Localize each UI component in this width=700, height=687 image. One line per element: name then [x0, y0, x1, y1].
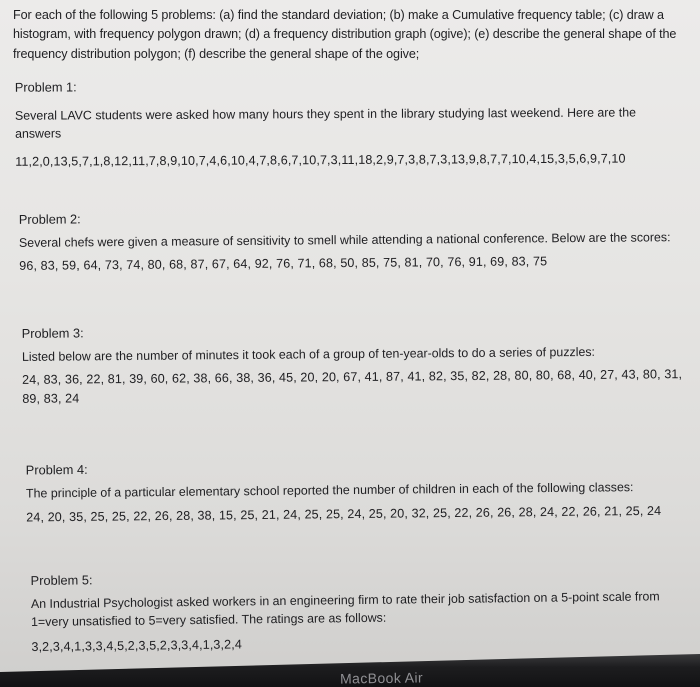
- problem-5: [31, 564, 692, 656]
- problem-1-description: Several LAVC students were asked how many hours they spent in the library studying last weekend. Here are the answers: [14, 105, 636, 141]
- problem-2-title: Problem 2:: [18, 211, 81, 227]
- problem-3: [22, 319, 689, 408]
- problem-4-data: 24, 20, 35, 25, 25, 22, 26, 28, 38, 15, 25, 21, 24, 25, 25, 24, 25, 20, 32, 25, 22, 26, 26, 28, 24, 22, 26, 21, 25, 24: [26, 504, 662, 525]
- problem-2: [19, 205, 686, 276]
- problem-4: [26, 455, 691, 528]
- problem-3-data: 24, 83, 36, 22, 81, 39, 60, 62, 38, 66, 38, 36, 45, 20, 20, 67, 41, 87, 41, 82, 35, 82, 28, 80, 80, 68, 40, 27, 43, 80, 31, 89, 83, 24: [22, 367, 683, 406]
- problem-4-title: Problem 4:: [25, 461, 88, 478]
- problem-2-description: Several chefs were given a measure of sensitivity to smell while attending a national conference. Below are the scores:: [18, 229, 671, 250]
- problem-1-data: 11,2,0,13,5,7,1,8,12,11,7,8,9,10,7,4,6,10,4,7,8,6,7,10,7,3,11,18,2,9,7,3,8,7,3,13,9,8,7,7,10,4,15,3,5,6,9,7,10: [15, 151, 626, 169]
- problem-3-description: Listed below are the number of minutes it took each of a group of ten-year-olds to do a series of puzzles:: [21, 344, 596, 364]
- problem-5-data: 3,2,3,4,1,3,3,4,5,2,3,5,2,3,3,4,1,3,2,4: [31, 637, 242, 654]
- problem-3-title: Problem 3:: [21, 325, 84, 341]
- problem-1-title: Problem 1:: [14, 79, 77, 95]
- problem-2-data: 96, 83, 59, 64, 73, 74, 80, 68, 87, 67, 64, 92, 76, 71, 68, 50, 85, 75, 81, 70, 76, 91, 69, 83, 75: [19, 254, 548, 274]
- problem-1: [15, 75, 675, 171]
- problem-4-description: The principle of a particular elementary school reported the number of children in each of the following classes:: [25, 479, 634, 501]
- instructions-text: For each of the following 5 problems: (a) find the standard deviation; (b) make a Cumulative frequency table; (c) draw a histogram, with frequency polygon drawn; (d) a frequency distribution graph (ogive); (e) describe the general shape of the frequency distribution polygon; (f) describe the general shape of the ogive;: [13, 8, 677, 61]
- laptop-brand-label: MacBook Air: [339, 669, 424, 687]
- problem-5-description: An Industrial Psychologist asked workers in an engineering firm to rate their job satisfaction on a 5-point scale from 1=very unsatisfied to 5=very satisfied. The ratings are as follows:: [30, 588, 660, 630]
- problem-5-title: Problem 5:: [30, 572, 93, 589]
